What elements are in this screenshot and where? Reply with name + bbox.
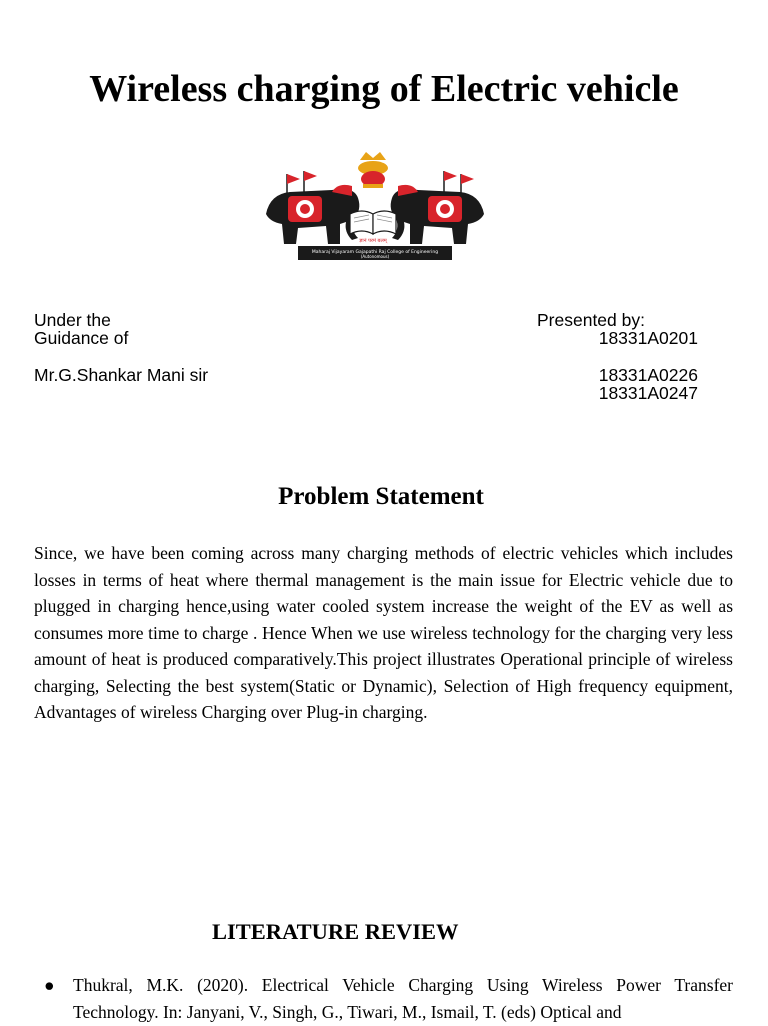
- college-logo: [262, 152, 488, 264]
- presenter-id: 18331A0226: [598, 365, 698, 385]
- presented-by-label: Presented by:: [537, 310, 645, 330]
- guidance-block: [34, 311, 128, 347]
- guidance-line2: Guidance of: [34, 328, 129, 348]
- logo-banner-subtext: (Autonomous): [360, 254, 390, 259]
- presenter-id: 18331A0201: [598, 328, 698, 348]
- document-title: Wireless charging of Electric vehicle: [89, 68, 679, 110]
- kalash-emblem: [358, 152, 388, 188]
- problem-statement-body: Since, we have been coming across many charging methods of electric vehicles which includes losses in terms of heat where thermal management is the main issue for Electric vehicle due to plugged in charging hence,using water cooled system increase the weight of the EV as well as consumes more time to charge . Hence When we use wireless technology for the charging very less amount of heat is produced comparatively.This project illustrates Operational principle of wireless charging, Selecting the best system(Static or Dynamic), Selection of High frequency equipment, Advantages of wireless Charging over Plug-in charging.: [34, 543, 733, 722]
- guide-name: Mr.G.Shankar Mani sir: [34, 365, 209, 385]
- problem-statement-heading: Problem Statement: [278, 483, 484, 510]
- presenter-id-list: [560, 329, 698, 402]
- open-book: [350, 211, 396, 234]
- logo-motto: ज्ञानं परमं बलम्: [359, 238, 387, 244]
- bullet-icon: ●: [44, 975, 55, 995]
- literature-item-text: Thukral, M.K. (2020). Electrical Vehicle Charging Using Wireless Power Transfer Technology. In: Janyani, V., Singh, G., Tiwari, M., Ismail, T. (eds) Optical and: [73, 975, 733, 1022]
- right-elephant: [391, 185, 484, 244]
- guidance-line1: Under the: [34, 310, 111, 330]
- literature-item: [34, 972, 733, 1026]
- logo-banner-text: Maharaj Vijayaram Gajapathi Raj College of Engineering: [311, 250, 439, 255]
- literature-review-heading: LITERATURE REVIEW: [212, 919, 459, 944]
- presenter-id: 18331A0247: [598, 383, 698, 403]
- left-elephant: [266, 185, 359, 244]
- literature-list: [34, 972, 733, 1026]
